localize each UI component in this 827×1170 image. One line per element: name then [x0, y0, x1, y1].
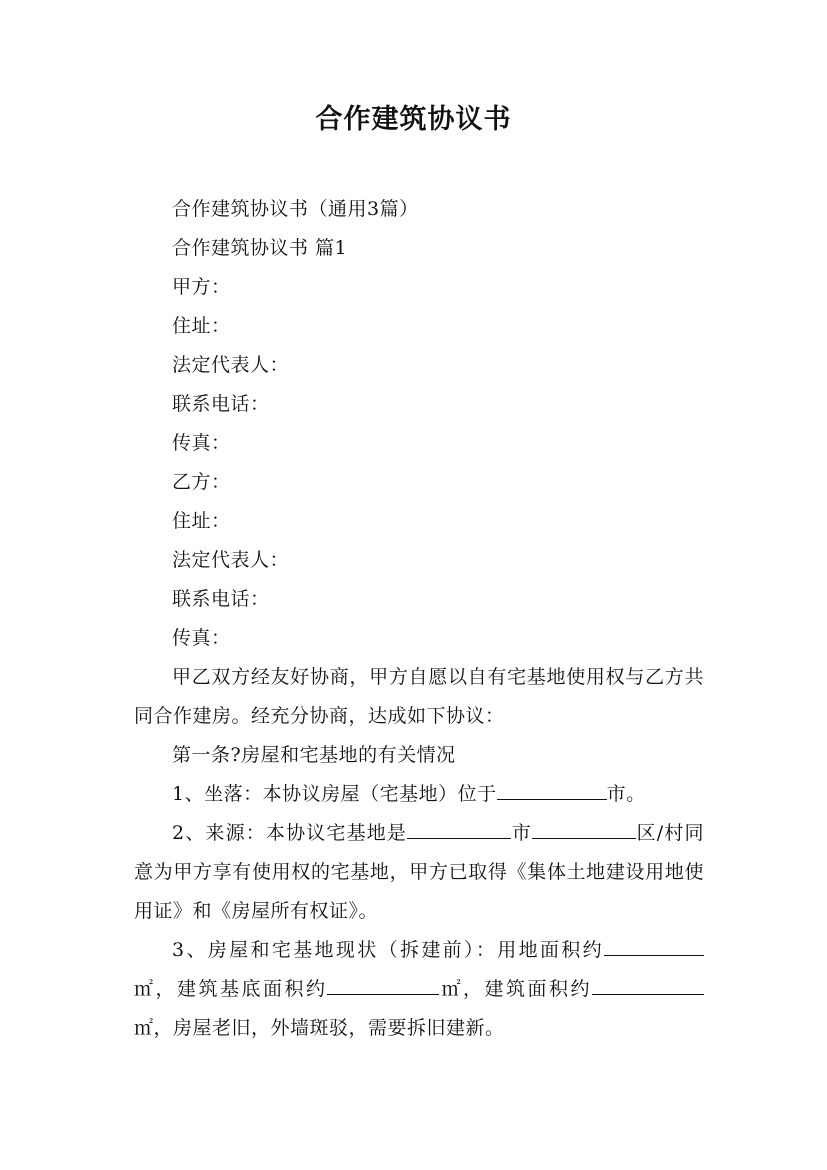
clause-source-text-1: 2、来源：本协议宅基地是	[172, 822, 408, 844]
document-body	[134, 190, 704, 1048]
paragraph-party-b-representative: 法定代表人：	[172, 549, 290, 571]
paragraph-section-heading: 合作建筑协议书 篇1	[172, 237, 348, 259]
clause-status-text-2: ㎡，建筑基底面积约	[134, 978, 328, 1000]
paragraph-party-b: 乙方：	[172, 471, 231, 493]
paragraph-clause-source	[134, 814, 704, 931]
blank-line	[497, 777, 607, 800]
paragraph-clause-status	[134, 931, 704, 1048]
clause-location-suffix: 市。	[606, 783, 646, 805]
paragraph-subtitle: 合作建筑协议书（通用3篇）	[172, 198, 419, 220]
paragraph-party-b-address: 住址：	[172, 510, 231, 532]
paragraph-party-a-address: 住址：	[172, 315, 231, 337]
clause-source-text-2: 市	[511, 822, 532, 844]
paragraph-party-a-representative: 法定代表人：	[172, 354, 290, 376]
clause-status-text-1: 3、房屋和宅基地现状（拆建前）：用地面积约	[172, 939, 604, 961]
clause-status-text-4: ㎡，房屋老旧，外墙斑驳，需要拆旧建新。	[134, 1017, 505, 1039]
clause-location-text: 1、坐落：本协议房屋（宅基地）位于	[172, 783, 497, 805]
paragraph-clause-location	[134, 775, 704, 814]
blank-line	[327, 972, 439, 995]
paragraph-party-a: 甲方：	[172, 276, 231, 298]
paragraph-article-one: 第一条?房屋和宅基地的有关情况	[172, 744, 456, 766]
paragraph-party-a-fax: 传真：	[172, 432, 231, 454]
clause-source-text-3: 区/村同意为甲方享有使用权的宅基地，甲方已取得《集体土地建设用地使用证》和《房屋所有权证》。	[134, 822, 705, 922]
paragraph-party-a-phone: 联系电话：	[172, 393, 270, 415]
blank-line	[407, 816, 511, 839]
paragraph-party-b-phone: 联系电话：	[172, 588, 270, 610]
clause-status-text-3: ㎡，建筑面积约	[439, 978, 592, 1000]
blank-line	[532, 816, 636, 839]
paragraph-party-b-fax: 传真：	[172, 627, 231, 649]
blank-line	[592, 972, 704, 995]
paragraph-preamble: 甲乙双方经友好协商，甲方自愿以自有宅基地使用权与乙方共同合作建房。经充分协商，达成如下协议：	[134, 666, 704, 727]
document-title: 合作建筑协议书	[315, 104, 512, 135]
blank-line	[604, 933, 704, 956]
